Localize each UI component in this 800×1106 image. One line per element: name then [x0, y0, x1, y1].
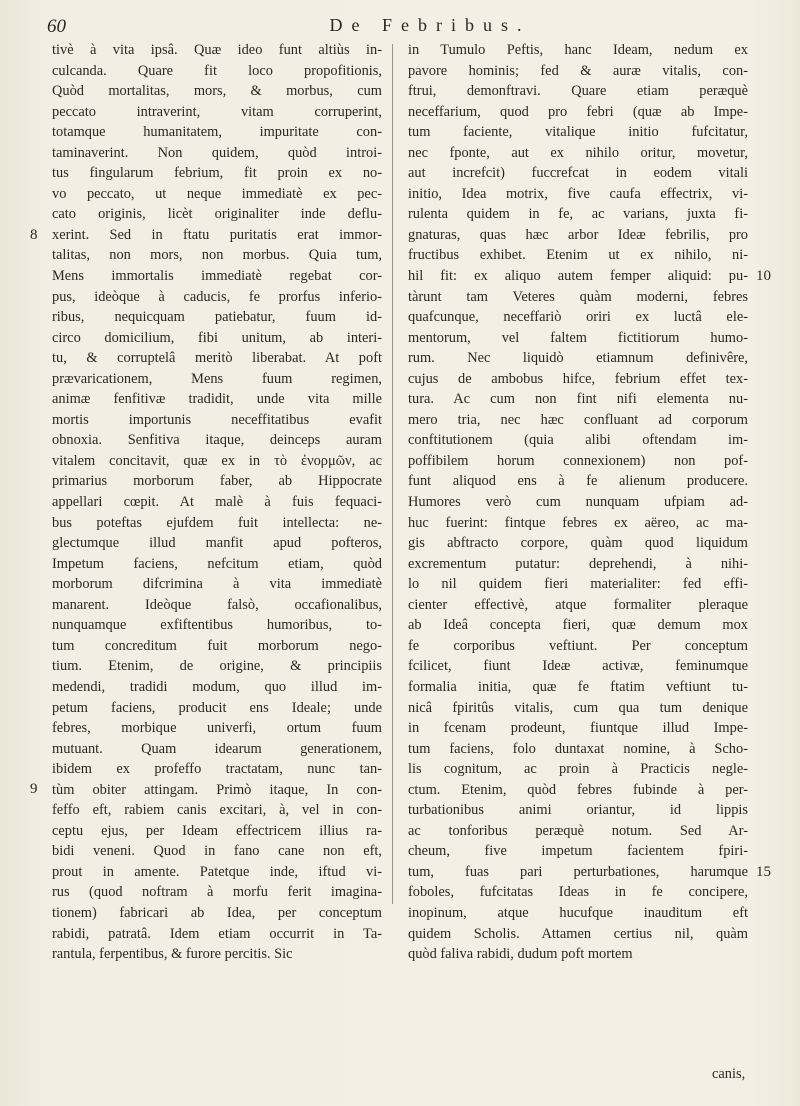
text-line: in Tumulo Peftis, hanc Ideam, nedum ex	[408, 42, 748, 58]
text-line: quidem Scholis. Attamen certius nil, quàm	[408, 925, 748, 942]
text-line: culcanda. Quare fit loco propofitionis,	[52, 62, 382, 79]
text-line: conftitutionem (quia alibi oftendam im-	[408, 432, 748, 449]
text-line: excrementum putatur: deprehendi, à nihi-	[408, 555, 748, 572]
text-line: quòd faliva rabidi, dudum poft mortem	[408, 946, 633, 963]
running-head: De Febribus.	[329, 15, 531, 35]
page-number: 60	[47, 16, 66, 37]
text-line: manarent. Ideòque falsò, occafionalibus,	[52, 596, 382, 613]
text-line: fructibus exhibet. Etenim ut ex nihilo, ni-	[408, 247, 748, 264]
margin-number-15: 15	[756, 864, 771, 880]
text-line: mero tria, nec hæc confluant ad corporum	[408, 411, 748, 428]
text-line: morborum difcrimina à vita immediatè	[52, 576, 382, 593]
text-line: ibidem ex profeffo tractatam, nunc tan-	[52, 761, 382, 778]
text-line: tum concreditum fuit morborum nego-	[52, 637, 382, 654]
text-line: cheum, five impetum facientem fpiri-	[408, 843, 748, 860]
column-divider	[392, 44, 393, 904]
text-line: quafcunque, neceffariò oriri ex luctâ ele-	[408, 309, 748, 326]
text-line: medendi, tradidi modum, quo illud im-	[52, 678, 382, 695]
text-line: Humores verò cum nunquam ufpiam ad-	[408, 494, 748, 511]
text-line: turbationibus animi oriantur, id lippis	[408, 802, 748, 819]
text-line: nicâ fpiritûs vitalis, cum qua tum denique	[408, 699, 748, 716]
text-line: glectumque illud manfit apud pofteros,	[52, 535, 382, 552]
text-line: obnoxia. Senfitiva itaque, deinceps auram	[52, 432, 382, 449]
text-line: appellari cœpit. At malè à fuis fequaci-	[52, 494, 382, 511]
text-line: totamque humanitatem, impuritate con-	[52, 124, 382, 141]
text-line: prout in amente. Patetque inde, iftud vi-	[52, 863, 382, 880]
text-line: gnaturas, quas hæc arbor Ideæ febrilis, pro	[408, 226, 748, 243]
text-line: in fcenam prodeunt, fiuntque illud Impe-	[408, 720, 748, 737]
text-line: bus poteftas ejufdem fuit intellecta: ne-	[52, 514, 382, 531]
text-line: mortis importunis neceffitatibus evafit	[52, 411, 382, 428]
text-line: bidi veneni. Quod in fano cane non eft,	[52, 843, 382, 860]
text-line: tum faciente, vitalique initio fufcitatur,	[408, 124, 748, 141]
text-line: tionem) fabricari ab Idea, per conceptum	[52, 904, 382, 921]
text-line: aut increfcit) fuccrefcat in eodem vitali	[408, 165, 748, 182]
text-line: mentorum, vel faltem fictitiorum humo-	[408, 329, 748, 346]
text-line: Quòd mortalitas, mors, & morbus, cum	[52, 83, 382, 100]
text-line: febres, morbique univerfi, ortum fuum	[52, 720, 382, 737]
text-line: initio, Idea motrix, five caufa effectrix, vi-	[408, 185, 748, 202]
text-line: fe corporibus veftiunt. Per conceptum	[408, 637, 748, 654]
text-line: circo domicilium, fibi unitum, ab interi-	[52, 329, 382, 346]
text-line: neceffarium, quod pro febri (quæ ab Impe-	[408, 103, 748, 120]
text-line: lis cognitum, ac proin à Practicis negle-	[408, 761, 748, 778]
text-line: cienter effectivè, atque formaliter pleraque	[408, 596, 748, 613]
text-line: nunquamque exfiftentibus humoribus, to-	[52, 617, 382, 634]
text-line: animæ fenfitivæ tradidit, unde vita mille	[52, 391, 382, 408]
margin-number-9: 9	[30, 781, 38, 797]
text-line: poffibilem horum connexionem) non pof-	[408, 452, 748, 469]
text-line: ac tonforibus peræquè notum. Sed Ar-	[408, 822, 748, 839]
text-line: lo nil quidem fieri materialiter: fed effi-	[408, 576, 748, 593]
text-line: rulenta quidem in fe, ac varians, juxta fi-	[408, 206, 748, 223]
text-line: talitas, non mors, non morbus. Quia tum,	[52, 247, 382, 264]
text-line: gis abftracto corpore, quàm quod liquidum	[408, 535, 748, 552]
text-line: nec fponte, aut ex nihilo oritur, movetur,	[408, 144, 748, 161]
text-line: rus (quod noftram à morfu ferit imagina-	[52, 884, 382, 901]
text-line: vo peccato, ut neque immediatè ex pec-	[52, 185, 382, 202]
text-line: taminaverint. Non quidem, quòd introi-	[52, 144, 382, 161]
text-line: tura. Ac cum non fint nifi elementa nu-	[408, 391, 748, 408]
text-line: ctum. Etenim, quòd febres fubinde à per-	[408, 781, 748, 798]
catchword: canis,	[712, 1066, 746, 1082]
text-line: cujus de ambobus hifce, febrium effet tex-	[408, 370, 748, 387]
text-line: xerint. Sed in ftatu puritatis erat immor-	[52, 226, 382, 243]
text-line: pavore hominis; fed & auræ vitalis, con-	[408, 62, 748, 79]
text-line: tus fingularum febrium, fit proin ex no-	[52, 165, 382, 182]
text-line: vitalem concitavit, quæ ex in τὸ ἐνορμῶν, ac	[52, 452, 382, 469]
margin-number-8: 8	[30, 227, 38, 243]
margin-number-10: 10	[756, 268, 771, 284]
text-line: huc fuerint: fintque febres ex aëreo, ac ma-	[408, 514, 748, 531]
text-line: primarius morborum faber, ab Hippocrate	[52, 473, 382, 490]
text-line: mutuant. Quam idearum generationem,	[52, 740, 382, 757]
text-line: rum. Nec liquidò etiamnum definivêre,	[408, 350, 748, 367]
text-line: feffo eft, rabiem canis excitari, à, vel in con-	[52, 802, 382, 819]
text-line: tùm obiter attingam. Primò itaque, In con-	[52, 781, 382, 798]
text-line: funt aliquod ens à fe alienum producere.	[408, 473, 748, 490]
text-line: tàrunt tam Veteres quàm moderni, febres	[408, 288, 748, 305]
text-line: ribus, nequicquam patiebatur, fuum id-	[52, 309, 382, 326]
text-line: inopinum, atque hucufque inauditum eft	[408, 904, 748, 921]
text-line: rantula, ferpentibus, & furore percitis. Sic	[52, 946, 293, 963]
text-line: ab Ideâ concepta fieri, quæ demum mox	[408, 617, 748, 634]
text-line: prævaricationem, Mens fuum regimen,	[52, 370, 382, 387]
text-line: tum faciens, folo duntaxat nomine, à Scho-	[408, 740, 748, 757]
text-line: pus, ideòque à caducis, fe prorfus inferio-	[52, 288, 382, 305]
text-line: Mens immortalis immediatè regebat cor-	[52, 268, 382, 285]
text-line: Impetum faciens, nefcitum etiam, quòd	[52, 555, 382, 572]
text-line: rabidi, patratâ. Idem etiam occurrit in Ta-	[52, 925, 382, 942]
text-line: formalia initia, quæ fe ftatim veftiunt tu-	[408, 678, 748, 695]
text-line: tium. Etenim, de origine, & principiis	[52, 658, 382, 675]
text-line: tivè à vita ipsâ. Quæ ideo funt altiùs in-	[52, 42, 382, 58]
text-line: ftrui, demonftravi. Quare etiam peræquè	[408, 83, 748, 100]
text-line: tum, fuas pari perturbationes, harumque	[408, 863, 748, 880]
text-line: tu, & corruptelâ meritò liberabat. At poft	[52, 350, 382, 367]
right-text-column	[408, 40, 748, 965]
left-text-column	[52, 40, 382, 965]
text-line: petum faciens, producit ens Ideale; unde	[52, 699, 382, 716]
text-line: hil fit: ex aliquo autem femper aliquid: pu-	[408, 268, 748, 285]
text-line: foboles, fufcitatas Ideas in fe concipere,	[408, 884, 748, 901]
text-line: ceptu ejus, per Ideam effectricem illius ra-	[52, 822, 382, 839]
text-line: fcilicet, fiunt Ideæ activæ, feminumque	[408, 658, 748, 675]
text-line: peccato intraverint, vitam corruperint,	[52, 103, 382, 120]
text-line: cato originis, licèt originaliter inde deflu-	[52, 206, 382, 223]
